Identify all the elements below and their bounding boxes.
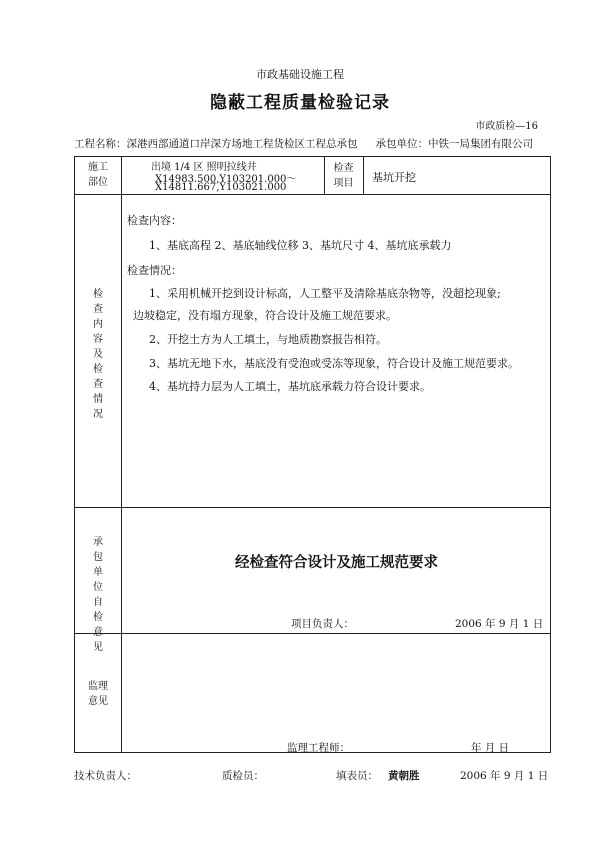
- check-item-value: 基坑开挖: [372, 171, 416, 184]
- table-divider: [75, 194, 550, 195]
- check-item-label-line: 检查: [333, 163, 354, 174]
- construction-part-line: 出境 1/4 区 照明拉线井: [151, 162, 257, 173]
- document-title: 隐蔽工程质量检验记录: [210, 93, 390, 113]
- supervision-label: 监理 意见: [88, 681, 108, 707]
- document-subtitle: 市政基础设施工程: [256, 68, 344, 81]
- table-divider: [75, 633, 550, 634]
- inspection-label: 检 查 内 容 及 检 查 情 况: [93, 289, 103, 420]
- inspection-content-heading: 检查内容：: [127, 214, 182, 227]
- check-item-label-line: 项目: [333, 178, 354, 189]
- supervisor-label: 监理工程师：: [287, 742, 350, 754]
- inspection-record-table: [74, 156, 551, 753]
- construction-part-line: X14811.667,Y103021.000: [155, 182, 287, 193]
- self-check-label: 承 包 单 位 自 检 意 见: [93, 537, 103, 653]
- construction-part-label-line: 施工: [88, 162, 108, 173]
- quality-inspector-label: 质检员：: [222, 770, 264, 782]
- construction-part-label-line: 部位: [88, 177, 108, 188]
- contractor-value: 中铁一局集团有限公司: [428, 138, 533, 150]
- inspection-status-heading: 检查情况：: [127, 264, 182, 277]
- table-divider: [363, 157, 364, 194]
- inspection-finding: 1、采用机械开挖到设计标高，人工整平及清除基底杂物等，没超挖现象;: [149, 287, 501, 300]
- inspection-finding: 2、开挖土方为人工填土，与地质勘察报告相符。: [149, 333, 387, 346]
- table-divider: [75, 507, 550, 508]
- check-item-label: [324, 161, 363, 191]
- self-check-date: 2006 年 9 月 1 日: [455, 618, 544, 630]
- construction-part-line: X14983.500,Y103201.000～: [155, 174, 297, 185]
- contractor-label: 承包单位：: [375, 138, 428, 150]
- tech-lead-label: 技术负责人：: [74, 770, 137, 782]
- project-info-row: [74, 136, 533, 151]
- self-check-opinion: 经检查符合设计及施工规范要求: [235, 554, 438, 571]
- project-name-label: 工程名称：: [74, 138, 127, 150]
- footer-date: 2006 年 9 月 1 日: [460, 770, 549, 782]
- inspection-items: 1、基底高程 2、基底轴线位移 3、基坑尺寸 4、基坑底承载力: [149, 239, 452, 252]
- supervision-date: 年 月 日: [471, 742, 510, 754]
- filler-label: 填表员：: [336, 770, 378, 782]
- construction-part-label: [75, 160, 121, 190]
- project-name-value: 深港西部通道口岸深方场地工程货检区工程总承包: [126, 138, 358, 150]
- filler-name: 黄朝胜: [388, 770, 420, 782]
- inspection-finding: 边坡稳定，没有塌方现象，符合设计及施工规范要求。: [133, 309, 397, 322]
- inspection-finding: 3、基坑无地下水，基底没有受泡或受冻等现象，符合设计及施工规范要求。: [149, 357, 519, 370]
- inspection-finding: 4、基坑持力层为人工填土，基坑底承载力符合设计要求。: [149, 380, 431, 393]
- form-code: 市政质检—16: [475, 121, 538, 132]
- table-divider: [121, 157, 122, 753]
- project-manager-label: 项目负责人：: [291, 618, 354, 630]
